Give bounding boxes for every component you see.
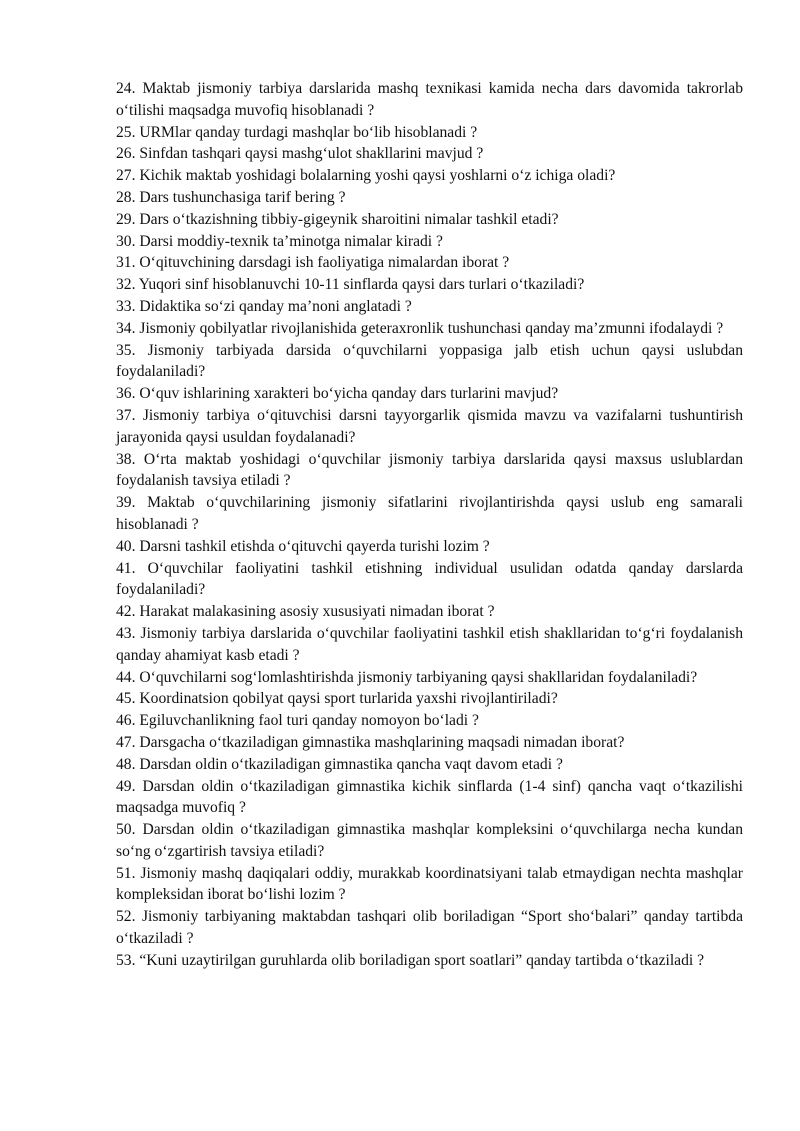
question-45: 45. Koordinatsion qobilyat qaysi sport turlarida yaxshi rivojlantiriladi? xyxy=(116,690,558,708)
question-25: 25. URMlar qanday turdagi mashqlar bo‘lib hisoblanadi ? xyxy=(116,123,478,141)
question-34: 34. Jismoniy qobilyatlar rivojlanishida geteraxronlik tushunchasi qanday ma’zmunni ifodalaydi ? xyxy=(116,319,724,337)
question-40: 40. Darsni tashkil etishda o‘qituvchi qayerda turishi lozim ? xyxy=(116,537,490,555)
question-50: 50. Darsdan oldin o‘tkaziladigan gimnastika mashqlar kompleksini o‘quvchilarga necha kundan so‘ng o‘zgartirish tavsiya etiladi? xyxy=(116,821,743,860)
question-47: 47. Darsgacha o‘tkaziladigan gimnastika mashqlarining maqsadi nimadan iborat? xyxy=(116,733,625,751)
question-33: 33. Didaktika so‘zi qanday ma’noni anglatadi ? xyxy=(116,297,412,315)
question-29: 29. Dars o‘tkazishning tibbiy-gigeynik sharoitini nimalar tashkil etadi? xyxy=(116,210,559,228)
question-36: 36. O‘quv ishlarining xarakteri bo‘yicha qanday dars turlarini mavjud? xyxy=(116,385,559,403)
question-44: 44. O‘quvchilarni sog‘lomlashtirishda jismoniy tarbiyaning qaysi shakllaridan foydalaniladi? xyxy=(116,668,698,686)
question-49: 49. Darsdan oldin o‘tkaziladigan gimnastika kichik sinflarda (1-4 sinf) qancha vaqt o‘tkazilishi maqsadga muvofiq ? xyxy=(116,777,743,817)
question-24: 24. Maktab jismoniy tarbiya darslarida mashq texnikasi kamida necha dars davomida takrorlab o‘tilishi maqsadga muvofiq hisoblanadi ? xyxy=(116,80,743,119)
question-53: 53. “Kuni uzaytirilgan guruhlarda olib boriladigan sport soatlari” qanday tartibda o‘tkaziladi ? xyxy=(116,951,705,969)
question-39: 39. Maktab o‘quvchilarining jismoniy sifatlarini rivojlantirishda qaysi uslub eng samarali hisoblanadi ? xyxy=(116,494,743,533)
question-38: 38. O‘rta maktab yoshidagi o‘quvchilar jismoniy tarbiya darslarida qaysi maxsus uslublardan foydalanish tavsiya etiladi ? xyxy=(116,450,743,490)
question-48: 48. Darsdan oldin o‘tkaziladigan gimnastika qancha vaqt davom etadi ? xyxy=(116,755,563,773)
question-26: 26. Sinfdan tashqari qaysi mashg‘ulot shakllarini mavjud ? xyxy=(116,145,484,163)
question-37: 37. Jismoniy tarbiya o‘qituvchisi darsni tayyorgarlik qismida mavzu va vazifalarni tushuntirish jarayonida qaysi usuldan foydalanadi? xyxy=(116,406,743,446)
question-42: 42. Harakat malakasining asosiy xususiyati nimadan iborat ? xyxy=(116,603,495,621)
question-46: 46. Egiluvchanlikning faol turi qanday nomoyon bo‘ladi ? xyxy=(116,712,479,730)
question-41: 41. O‘quvchilar faoliyatini tashkil etishning individual usulidan odatda qanday darslarda foydalaniladi? xyxy=(116,559,743,599)
question-31: 31. O‘qituvchining darsdagi ish faoliyatiga nimalardan iborat ? xyxy=(116,254,510,272)
question-30: 30. Darsi moddiy-texnik ta’minotga nimalar kiradi ? xyxy=(116,232,443,250)
question-51: 51. Jismoniy mashq daqiqalari oddiy, murakkab koordinatsiyani talab etmaydigan nechta mashqlar kompleksidan iborat bo‘lishi lozim ? xyxy=(116,864,743,904)
question-27: 27. Kichik maktab yoshidagi bolalarning yoshi qaysi yoshlarni o‘z ichiga oladi? xyxy=(116,167,616,185)
question-43: 43. Jismoniy tarbiya darslarida o‘quvchilar faoliyatini tashkil etish shakllaridan to‘g‘ri foydalanish qanday ahamiyat kasb etadi ? xyxy=(116,624,743,664)
question-28: 28. Dars tushunchasiga tarif bering ? xyxy=(116,188,346,206)
question-list xyxy=(116,78,743,972)
question-35: 35. Jismoniy tarbiyada darsida o‘quvchilarni yoppasiga jalb etish uchun qaysi uslubdan foydalaniladi? xyxy=(116,341,743,381)
question-32: 32. Yuqori sinf hisoblanuvchi 10-11 sinflarda qaysi dars turlari o‘tkaziladi? xyxy=(116,276,585,294)
question-52: 52. Jismoniy tarbiyaning maktabdan tashqari olib boriladigan “Sport sho‘balari” qanday tartibda o‘tkaziladi ? xyxy=(116,908,743,948)
